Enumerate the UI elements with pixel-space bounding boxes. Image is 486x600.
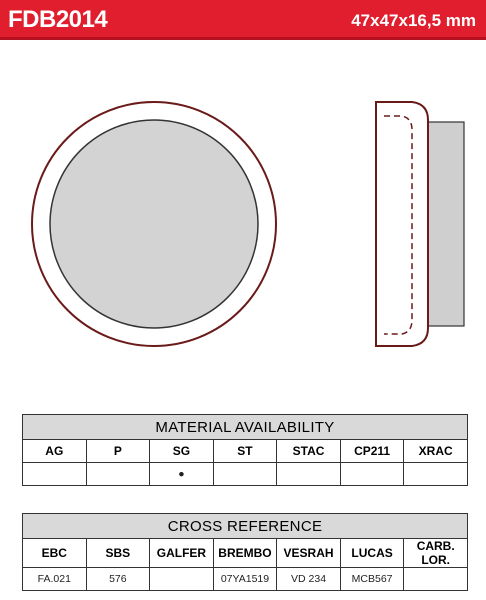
material-col-sg: SG <box>150 440 214 463</box>
material-availability-table <box>22 414 468 486</box>
xref-cell-galfer <box>150 568 214 591</box>
brake-pad-drawing <box>0 40 486 380</box>
material-cell-stac <box>277 463 341 486</box>
xref-col-carb-lor: CARB. LOR. <box>404 539 468 568</box>
xref-cell-lucas: MCB567 <box>340 568 404 591</box>
product-code: FDB2014 <box>8 6 108 33</box>
xref-cell-ebc: FA.021 <box>23 568 87 591</box>
material-col-xrac: XRAC <box>404 440 468 463</box>
material-cell-p <box>86 463 150 486</box>
xref-col-ebc: EBC <box>23 539 87 568</box>
xref-cell-carb-lor <box>404 568 468 591</box>
pad-side-backplate <box>376 102 428 346</box>
material-cell-ag <box>23 463 87 486</box>
xref-col-brembo: BREMBO <box>213 539 277 568</box>
xref-col-galfer: GALFER <box>150 539 214 568</box>
material-col-ag: AG <box>23 440 87 463</box>
material-cell-cp211 <box>340 463 404 486</box>
xref-cell-vesrah: VD 234 <box>277 568 341 591</box>
xref-col-sbs: SBS <box>86 539 150 568</box>
pad-side-view <box>376 102 464 346</box>
material-cell-xrac <box>404 463 468 486</box>
material-col-st: ST <box>213 440 277 463</box>
xref-col-lucas: LUCAS <box>340 539 404 568</box>
material-cell-st <box>213 463 277 486</box>
cross-reference-table <box>22 513 468 591</box>
pad-friction-material <box>50 120 258 328</box>
product-dimensions: 47x47x16,5 mm <box>351 11 476 30</box>
xref-col-vesrah: VESRAH <box>277 539 341 568</box>
material-table-title: MATERIAL AVAILABILITY <box>23 415 468 440</box>
pad-side-friction-block <box>424 122 464 326</box>
pad-front-view <box>32 102 276 346</box>
xref-cell-sbs: 576 <box>86 568 150 591</box>
material-col-stac: STAC <box>277 440 341 463</box>
header-bar <box>0 0 486 40</box>
xref-table-title: CROSS REFERENCE <box>23 514 468 539</box>
material-cell-sg: ● <box>150 463 214 486</box>
material-col-p: P <box>86 440 150 463</box>
xref-cell-brembo: 07YA1519 <box>213 568 277 591</box>
material-col-cp211: CP211 <box>340 440 404 463</box>
